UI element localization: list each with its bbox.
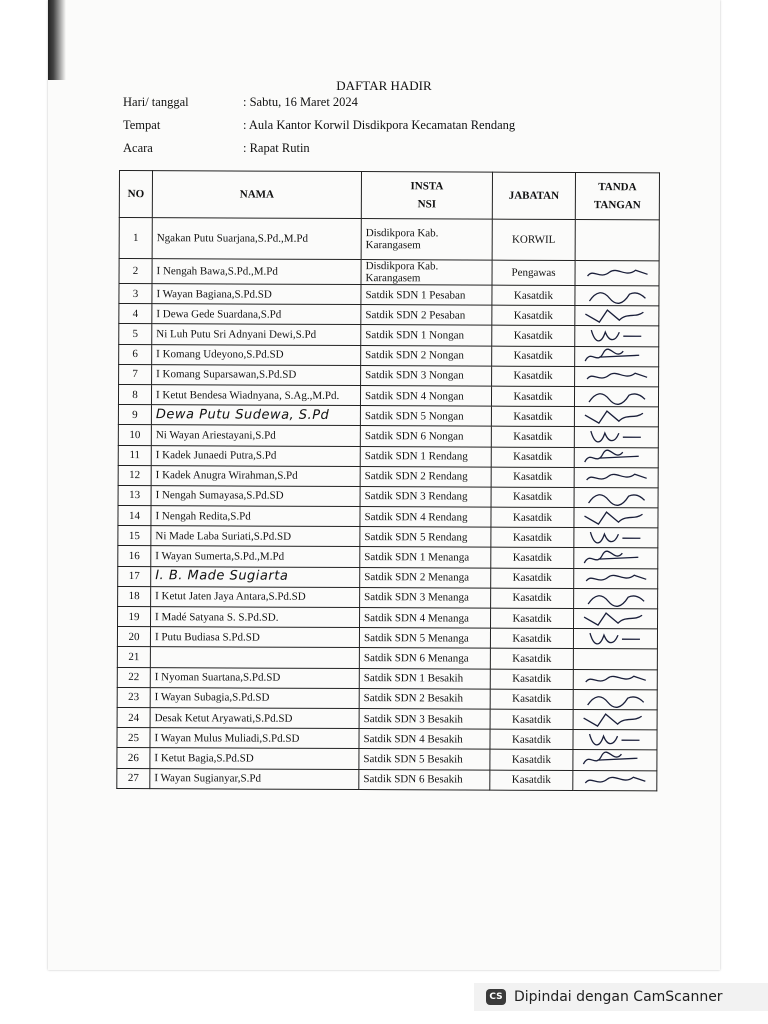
cell-nama: I Putu Budiasa S.Pd.SD xyxy=(150,627,359,648)
cell-no: 22 xyxy=(117,667,150,687)
table-row xyxy=(118,586,658,609)
table-row xyxy=(119,284,659,307)
signature-scribble xyxy=(579,407,654,426)
cell-signature xyxy=(574,508,658,529)
table-row xyxy=(117,667,657,690)
cell-jabatan: Kasatdik xyxy=(490,770,573,791)
cell-instansi: Satdik SDN 3 Menanga xyxy=(360,587,491,608)
cell-signature xyxy=(574,608,658,629)
table-row xyxy=(117,627,657,650)
cell-instansi: Satdik SDN 5 Menanga xyxy=(359,628,490,649)
cell-signature xyxy=(575,285,659,306)
cell-signature xyxy=(573,770,657,791)
cell-nama: I Nengah Redita,S.Pd xyxy=(151,506,360,527)
cell-signature xyxy=(574,447,658,468)
signature-scribble xyxy=(579,488,654,507)
table-row xyxy=(119,324,659,347)
cell-no: 18 xyxy=(118,586,151,606)
cell-no: 23 xyxy=(117,687,150,707)
cell-nama: Ni Luh Putu Sri Adnyani Dewi,S.Pd xyxy=(152,324,361,345)
attendance-rows xyxy=(117,218,659,791)
cell-nama: I Ketut Bagia,S.Pd.SD xyxy=(150,748,359,769)
cell-no: 1 xyxy=(119,218,152,259)
cell-instansi: Satdik SDN 2 Rendang xyxy=(360,466,491,487)
cell-nama: I Kadek Junaedi Putra,S.Pd xyxy=(151,445,360,466)
cell-no: 14 xyxy=(118,506,151,526)
cell-no: 9 xyxy=(118,405,151,425)
cell-nama: I Nyoman Suartana,S.Pd.SD xyxy=(150,667,359,688)
cell-instansi: Satdik SDN 2 Menanga xyxy=(360,567,491,588)
cell-no: 13 xyxy=(118,485,151,505)
cell-signature xyxy=(574,568,658,589)
cell-nama: I Kadek Anugra Wirahman,S.Pd xyxy=(151,465,360,486)
table-row xyxy=(118,485,658,508)
document-title: DAFTAR HADIR xyxy=(336,78,432,93)
cell-nama: I Ketut Jaten Jaya Antara,S.Pd.SD xyxy=(151,586,360,607)
cell-jabatan: Kasatdik xyxy=(491,386,574,407)
table-row xyxy=(118,425,658,448)
cell-instansi: Satdik SDN 1 Rendang xyxy=(360,446,491,467)
cell-no: 24 xyxy=(117,707,150,727)
table-row xyxy=(117,647,657,670)
table-row xyxy=(119,364,659,387)
table-row xyxy=(119,304,659,327)
cell-no: 3 xyxy=(119,284,152,304)
cell-nama: I Nengah Bawa,S.Pd.,M.Pd xyxy=(152,259,361,285)
meta-value: : Sabtu, 16 Maret 2024 xyxy=(243,95,358,109)
header-instansi xyxy=(361,172,492,220)
cell-jabatan: Kasatdik xyxy=(491,588,574,609)
table-row xyxy=(118,506,658,529)
cell-jabatan: Kasatdik xyxy=(492,346,575,367)
signature-scribble xyxy=(579,448,654,467)
table-row xyxy=(117,687,657,710)
cell-nama: I Wayan Sumerta,S.Pd.,M.Pd xyxy=(151,546,360,567)
cell-signature xyxy=(574,528,658,549)
header-ttd-line2: TANGAN xyxy=(593,199,641,212)
cell-no: 25 xyxy=(117,728,150,748)
signature-scribble xyxy=(578,569,653,588)
meta-label: Hari/ tanggal xyxy=(123,95,189,109)
cell-no: 16 xyxy=(118,546,151,566)
cell-instansi: Satdik SDN 5 Rendang xyxy=(360,527,491,548)
cell-signature xyxy=(575,346,659,367)
signature-scribble xyxy=(578,670,653,689)
camscanner-icon: CS xyxy=(486,989,506,1005)
table-row xyxy=(117,707,657,730)
cell-nama: Ngakan Putu Suarjana,S.Pd.,M.Pd xyxy=(152,218,361,260)
cell-no: 27 xyxy=(117,768,150,788)
table-row xyxy=(119,259,659,286)
signature-scribble xyxy=(577,771,652,790)
cell-no: 12 xyxy=(118,465,151,485)
cell-no: 11 xyxy=(118,445,151,465)
table-row xyxy=(118,405,658,428)
cell-instansi: Satdik SDN 4 Menanga xyxy=(360,608,491,629)
signature-scribble xyxy=(579,387,654,406)
cell-jabatan: Kasatdik xyxy=(490,628,573,649)
cell-instansi: Satdik SDN 3 Rendang xyxy=(360,486,491,507)
table-row xyxy=(118,384,658,407)
table-row xyxy=(118,566,658,589)
cell-signature xyxy=(573,649,657,670)
header-jabatan: JABATAN xyxy=(492,172,575,219)
table-header-row xyxy=(119,171,659,220)
cell-nama: Ni Wayan Ariestayani,S.Pd xyxy=(151,425,360,446)
cell-jabatan: Kasatdik xyxy=(490,649,573,670)
cell-nama: Desak Ketut Aryawati,S.Pd.SD xyxy=(150,708,359,729)
signature-scribble xyxy=(578,528,653,547)
table-row xyxy=(118,606,658,629)
cell-instansi: Satdik SDN 4 Rendang xyxy=(360,507,491,528)
cell-instansi: Satdik SDN 5 Besakih xyxy=(359,749,490,770)
signature-scribble xyxy=(579,326,654,345)
cell-instansi: Disdikpora Kab. Karangasem xyxy=(361,260,492,286)
signature-scribble xyxy=(578,690,653,709)
cell-signature xyxy=(573,629,657,650)
cell-instansi: Satdik SDN 1 Besakih xyxy=(359,668,490,689)
cell-nama: I Wayan Bagiana,S.Pd.SD xyxy=(152,284,361,305)
cell-signature xyxy=(574,548,658,569)
cell-instansi: Satdik SDN 6 Nongan xyxy=(360,426,491,447)
cell-nama: I Komang Udeyono,S.Pd.SD xyxy=(152,344,361,365)
cell-signature xyxy=(574,588,658,609)
page-edge-shadow xyxy=(48,0,66,80)
meta-value: : Aula Kantor Korwil Disdikpora Kecamatan Rendang xyxy=(243,118,516,132)
cell-jabatan: Kasatdik xyxy=(492,305,575,326)
header-ttd-line1: TANDA xyxy=(598,181,637,194)
cell-signature xyxy=(574,467,658,488)
header-no: NO xyxy=(119,171,152,218)
table-row xyxy=(117,728,657,751)
cell-signature xyxy=(575,219,659,260)
cell-jabatan: Kasatdik xyxy=(491,608,574,629)
signature-scribble xyxy=(578,629,653,648)
cell-jabatan: Kasatdik xyxy=(490,689,573,710)
table-row xyxy=(118,546,658,569)
meta-label: Tempat xyxy=(123,118,161,132)
cell-nama: Dewa Putu Sudewa, S.Pd xyxy=(151,405,360,426)
cell-instansi: Satdik SDN 5 Nongan xyxy=(360,406,491,427)
cell-jabatan: Kasatdik xyxy=(490,749,573,770)
cell-no: 19 xyxy=(118,606,151,626)
cell-jabatan: Kasatdik xyxy=(491,568,574,589)
table-row xyxy=(117,768,657,791)
cell-signature xyxy=(574,407,658,428)
cell-signature xyxy=(573,750,657,771)
cell-nama: I. B. Made Sugiarta xyxy=(151,566,360,587)
signature-scribble xyxy=(578,609,653,628)
signature-scribble xyxy=(579,306,654,325)
header-instansi-line1: INSTA xyxy=(410,180,444,193)
cell-jabatan: Kasatdik xyxy=(491,487,574,508)
cell-instansi: Satdik SDN 2 Pesaban xyxy=(361,305,492,326)
scanner-watermark-text: Dipindai dengan CamScanner xyxy=(514,989,723,1005)
signature-scribble xyxy=(579,286,654,305)
cell-jabatan: Kasatdik xyxy=(491,507,574,528)
cell-signature xyxy=(574,427,658,448)
cell-signature xyxy=(574,487,658,508)
cell-nama: I Komang Suparsawan,S.Pd.SD xyxy=(152,364,361,385)
scanner-watermark xyxy=(474,983,768,1011)
table-row xyxy=(119,218,659,261)
cell-jabatan: Kasatdik xyxy=(491,527,574,548)
cell-signature xyxy=(575,326,659,347)
cell-jabatan: Kasatdik xyxy=(491,548,574,569)
cell-jabatan: Kasatdik xyxy=(491,406,574,427)
signature-scribble xyxy=(578,589,653,608)
cell-instansi: Satdik SDN 6 Menanga xyxy=(359,648,490,669)
cell-no: 15 xyxy=(118,526,151,546)
cell-nama: I Wayan Subagia,S.Pd.SD xyxy=(150,687,359,708)
cell-no: 7 xyxy=(119,364,152,384)
cell-instansi: Satdik SDN 2 Besakih xyxy=(359,688,490,709)
cell-signature xyxy=(575,366,659,387)
cell-jabatan: Kasatdik xyxy=(490,669,573,690)
cell-instansi: Satdik SDN 4 Besakih xyxy=(359,729,490,750)
cell-nama: I Dewa Gede Suardana,S.Pd xyxy=(152,304,361,325)
cell-instansi: Disdikpora Kab. Karangasem xyxy=(361,219,492,261)
cell-jabatan: Kasatdik xyxy=(490,709,573,730)
table-row xyxy=(118,526,658,549)
cell-instansi: Satdik SDN 3 Nongan xyxy=(361,365,492,386)
signature-scribble xyxy=(578,710,653,729)
cell-signature xyxy=(573,669,657,690)
cell-nama: I Nengah Sumayasa,S.Pd.SD xyxy=(151,486,360,507)
cell-instansi: Satdik SDN 3 Besakih xyxy=(359,708,490,729)
table-row xyxy=(118,445,658,468)
signature-scribble xyxy=(579,468,654,487)
cell-instansi: Satdik SDN 6 Besakih xyxy=(359,769,490,790)
cell-signature xyxy=(573,689,657,710)
cell-no: 4 xyxy=(119,304,152,324)
cell-jabatan: Pengawas xyxy=(492,260,575,285)
header-nama: NAMA xyxy=(152,171,361,219)
signature-scribble xyxy=(579,347,654,366)
cell-nama: I Madé Satyana S. S.Pd.SD. xyxy=(151,607,360,628)
cell-nama: Ni Made Laba Suriati,S.Pd.SD xyxy=(151,526,360,547)
cell-no: 2 xyxy=(119,259,152,284)
cell-signature xyxy=(575,260,659,285)
cell-nama: I Wayan Sugianyar,S.Pd xyxy=(150,768,359,789)
cell-signature xyxy=(573,730,657,751)
cell-no: 17 xyxy=(118,566,151,586)
meta-label: Acara xyxy=(123,141,153,155)
table-row xyxy=(118,465,658,488)
cell-jabatan: Kasatdik xyxy=(492,285,575,306)
meta-value: : Rapat Rutin xyxy=(243,141,310,155)
signature-scribble xyxy=(578,508,653,527)
cell-instansi: Satdik SDN 2 Nongan xyxy=(361,345,492,366)
cell-no: 10 xyxy=(118,425,151,445)
cell-signature xyxy=(574,386,658,407)
cell-instansi: Satdik SDN 4 Nongan xyxy=(360,385,491,406)
table-row xyxy=(119,344,659,367)
cell-jabatan: Kasatdik xyxy=(492,326,575,347)
cell-instansi: Satdik SDN 1 Menanga xyxy=(360,547,491,568)
header-tanda-tangan xyxy=(575,172,659,219)
signature-scribble xyxy=(579,367,654,386)
signature-scribble xyxy=(577,750,652,769)
cell-jabatan: Kasatdik xyxy=(491,467,574,488)
cell-signature xyxy=(573,709,657,730)
meta-row-event xyxy=(123,141,310,156)
cell-no: 21 xyxy=(117,647,150,667)
cell-no: 20 xyxy=(117,627,150,647)
cell-nama: I Ketut Bendesa Wiadnyana, S.Ag.,M.Pd. xyxy=(151,385,360,406)
cell-jabatan: KORWIL xyxy=(492,219,575,260)
signature-scribble xyxy=(580,264,655,283)
cell-no: 8 xyxy=(118,384,151,404)
signature-scribble xyxy=(579,427,654,446)
attendance-table xyxy=(116,170,660,791)
cell-nama: I Wayan Mulus Muliadi,S.Pd.SD xyxy=(150,728,359,749)
cell-jabatan: Kasatdik xyxy=(491,447,574,468)
cell-jabatan: Kasatdik xyxy=(490,729,573,750)
meta-row-place xyxy=(123,118,515,133)
meta-row-date xyxy=(123,95,358,110)
cell-nama xyxy=(150,647,359,668)
cell-no: 5 xyxy=(119,324,152,344)
signature-scribble xyxy=(578,549,653,568)
cell-instansi: Satdik SDN 1 Nongan xyxy=(361,325,492,346)
cell-jabatan: Kasatdik xyxy=(491,426,574,447)
cell-no: 26 xyxy=(117,748,150,768)
cell-signature xyxy=(575,306,659,327)
cell-no: 6 xyxy=(119,344,152,364)
header-instansi-line2: NSI xyxy=(417,198,437,211)
signature-scribble xyxy=(577,730,652,749)
cell-instansi: Satdik SDN 1 Pesaban xyxy=(361,285,492,306)
cell-jabatan: Kasatdik xyxy=(492,366,575,387)
table-row xyxy=(117,748,657,771)
